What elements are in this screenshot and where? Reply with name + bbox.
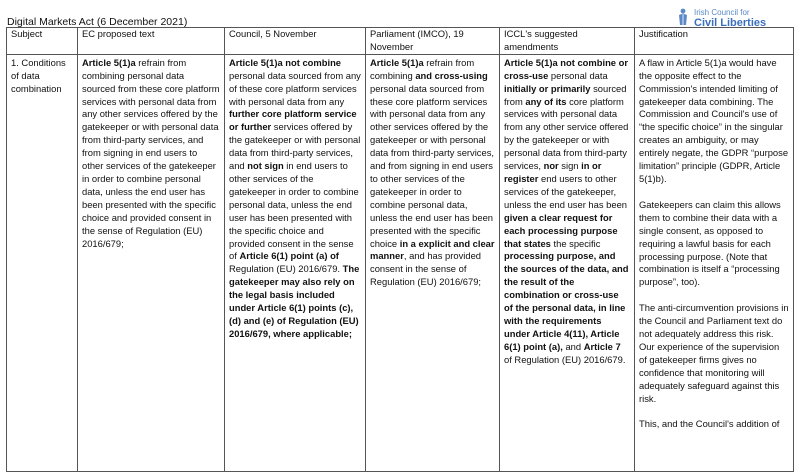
header-iccl-amendments: ICCL's suggested amendments	[500, 28, 635, 55]
document-title: Digital Markets Act (6 December 2021)	[7, 16, 188, 28]
header-council: Council, 5 November	[225, 28, 366, 55]
cell-paragraph: Article 5(1)a refrain from combining personal data sourced from these core platform services with personal data from any other services offered by the gatekeeper or with personal data from third-party services, and from signing in end users to other services of the gatekeeper in order to combine personal data, unless the end user has been presented with the specific choice and provided consent in the sense of Regulation (EU) 2016/679;	[82, 56, 220, 249]
header-row	[7, 28, 794, 55]
cell-justification-text	[635, 54, 794, 472]
cell-paragraph: The anti-circumvention provisions in the Council and Parliament text do not adequately address this risk. Our experience of the supervision of gatekeeper firms gives no confidence that monitoring will adequately safeguard against this risk.	[639, 302, 789, 404]
cell-council-text	[225, 54, 366, 472]
cell-paragraph: Gatekeepers can claim this allows them to combine their data with a single consent, as opposed to requiring a lawful basis for each processing purpose. (Note that combination is itself a “processing purpose”, too).	[639, 198, 781, 288]
cell-iccl-text	[500, 54, 635, 472]
cell-paragraph: A flaw in Article 5(1)a would have the opposite effect to the Commission's intended limiting of gatekeeper data combining. The Commission and Council's use of “the specific choice” in the singular creates an ambiguity, or may entirely negate, the GDPR “purpose limitation” principle (GDPR, Article 5(1)b).	[639, 56, 789, 184]
header-subject: Subject	[7, 28, 78, 55]
cell-ec-text	[78, 54, 225, 472]
header-justification: Justification	[635, 28, 794, 55]
logo-mark-icon	[676, 8, 690, 26]
header-parliament: Parliament (IMCO), 19 November	[366, 28, 500, 55]
table-row	[7, 54, 794, 472]
cell-paragraph: Article 5(1)a refrain from combining and cross-using personal data sourced from these core platform services with personal data from any other services offered by the gatekeeper or with personal data from third-party services, and from signing in end users to other services of the gatekeeper in order to combine personal data, unless the end user has been presented with the specific choice in a explicit and clear manner, and has provided consent in the sense of Regulation (EU) 2016/679;	[370, 56, 495, 288]
cell-paragraph: Article 5(1)a not combine or cross-use personal data initially or primarily sourced from any of its core platform services with personal data from any other service offered by the gatekeeper or with personal data from third-party services, nor sign in or register end users to other services of the gatekeeper, unless the end user has been given a clear request for each processing purpose that states the specific processing purpose, and the sources of the data, and the result of the combination or cross-use of the personal data, in line with the requirements under Article 4(11), Article 6(1) point (a), and Article 7 of Regulation (EU) 2016/679.	[504, 56, 629, 365]
header-ec-proposed-text: EC proposed text	[78, 28, 225, 55]
cell-subject: 1. Conditions of data combination	[7, 54, 78, 472]
cell-paragraph: This, and the Council's addition of	[639, 418, 780, 430]
cell-parliament-text	[366, 54, 500, 472]
comparison-table	[6, 27, 794, 472]
cell-paragraph: Article 5(1)a not combine personal data sourced from any of these core platform services with personal data from any further core platform service or further services offered by the gatekeeper or with personal data from third-party services, and not sign in end users to other services of the gatekeeper in order to combine personal data, unless the end user has been presented with the specific choice and provided consent in the sense of Article 6(1) point (a) of Regulation (EU) 2016/679. The gatekeeper may also rely on the legal basis included under Article 6(1) points (c), (d) and (e) of Regulation (EU) 2016/679, where applicable;	[229, 56, 361, 339]
logo-text-line2: Civil Liberties	[694, 17, 767, 29]
logo-text-line1: Irish Council for	[694, 8, 750, 17]
